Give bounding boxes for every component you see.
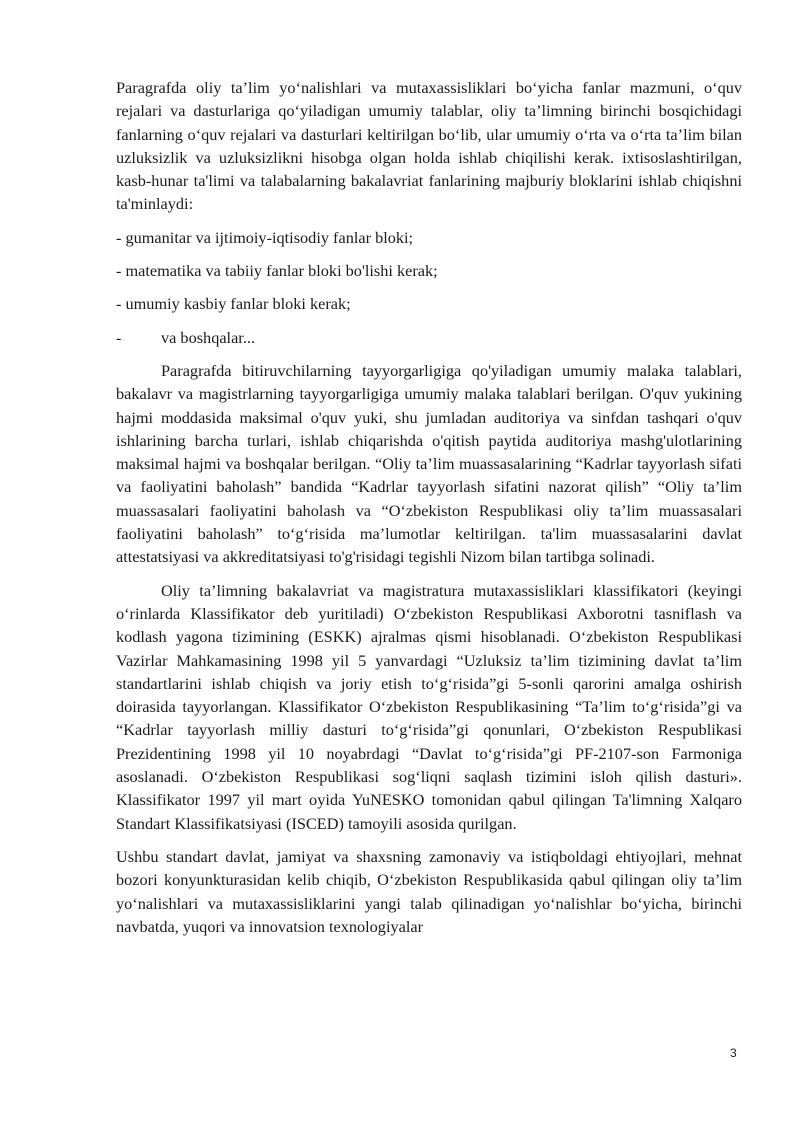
list-item-math-science-block: - matematika va tabiiy fanlar bloki bo'lishi kerak;: [116, 261, 438, 281]
page-number: 3: [730, 1046, 737, 1060]
document-page: [116, 76, 742, 948]
list-item-others: [116, 326, 742, 349]
paragraph-qualification-requirements: Paragrafda bitiruvchilarning tayyorgarligiga qo'yiladigan umumiy malaka talablari, bakalavr va magistrlarning tayyorgarligiga umumiy malaka talablari berilgan. O'quv yukining hajmi moddasida maksimal o'quv yuki, shu jumladan auditoriya va sinfdan tashqari o'quv ishlarining barcha turlari, ishlab chiqarishda o'qitish paytida auditoriya mashg'ulotlarining maksimal hajmi va boshqalar berilgan. “Oliy ta’lim muassasalarining “Kadrlar tayyorlash sifati va faoliyatini baholash” bandida “Kadrlar tayyorlash sifatini nazorat qilish” “Oliy ta’lim muassasalari faoliyatini baholash va “O‘zbekiston Respublikasi oliy ta’lim muassasalari faoliyatini baholash” to‘g‘risida ma’lumotlar keltirilgan. ta'lim muassasalarini davlat attestatsiyasi va akkreditatsiyasi to'g'risidagi tegishli Nizom bilan tartibga solinadi.: [116, 360, 742, 567]
paragraph-classifier: Oliy ta’limning bakalavriat va magistratura mutaxassisliklari klassifikatori (keyingi o‘rinlarda Klassifikator deb yuritiladi) O‘zbekiston Respublikasi Axborotni tasniflash va kodlash yagona tizimining (ESKK) ajralmas qismi hisoblanadi. O‘zbekiston Respublikasi Vazirlar Mahkamasining 1998 yil 5 yanvardagi “Uzluksiz ta’lim tizimining davlat ta’lim standartlarini ishlab chiqish va joriy etish to‘g‘risida”gi 5-sonli qarorini amalga oshirish doirasida tayyorlangan. Klassifikator O‘zbekiston Respublikasining “Ta’lim to‘g‘risida”gi va “Kadrlar tayyorlash milliy dasturi to‘g‘risida”gi qonunlari, O‘zbekiston Respublikasi Prezidentining 1998 yil 10 noyabrdagi “Davlat to‘g‘risida”gi PF-2107-son Farmoniga asoslanadi. O‘zbekiston Respublikasi sog‘liqni saqlash tizimini isloh qilish dasturi». Klassifikator 1997 yil mart oyida YuNESKO tomonidan qabul qilingan Ta'limning Xalqaro Standart Klassifikatsiyasi (ISCED) tamoyili asosida qurilgan.: [116, 580, 742, 833]
list-item-professional-block: - umumiy kasbiy fanlar bloki kerak;: [116, 294, 351, 314]
paragraph-standard-purpose: Ushbu standart davlat, jamiyat va shaxsning zamonaviy va istiqboldagi ehtiyojlari, mehnat bozori konyunkturasidan kelib chiqib, O‘zbekiston Respublikasida qabul qilingan oliy ta’lim yo‘nalishlari va mutaxassisliklarini yangi talab qilinadigan yo‘nalishlar bo‘yicha, birinchi navbatda, yuqori va innovatsion texnologiyalar: [116, 846, 742, 936]
paragraph-curriculum-requirements: Paragrafda oliy ta’lim yo‘nalishlari va mutaxassisliklari bo‘yicha fanlar mazmuni, o‘quv rejalari va dasturlariga qo‘yiladigan umumiy talablar, oliy ta’limning birinchi bosqichidagi fanlarning o‘quv rejalari va dasturlari keltirilgan bo‘lib, ular umumiy o‘rta va o‘rta ta’lim bilan uzluksizlik va uzluksizlikni hisobga olgan holda ishlab chiqilishi kerak. ixtisoslashtirilgan, kasb-hunar ta'limi va talabalarning bakalavriat fanlarining majburiy bloklarini ishlab chiqishni ta'minlaydi:: [116, 78, 742, 214]
list-item-humanities-block: - gumanitar va ijtimoiy-iqtisodiy fanlar bloki;: [116, 227, 414, 247]
list-dash: -: [116, 327, 122, 347]
list-item-others-text: va boshqalar...: [161, 327, 256, 347]
